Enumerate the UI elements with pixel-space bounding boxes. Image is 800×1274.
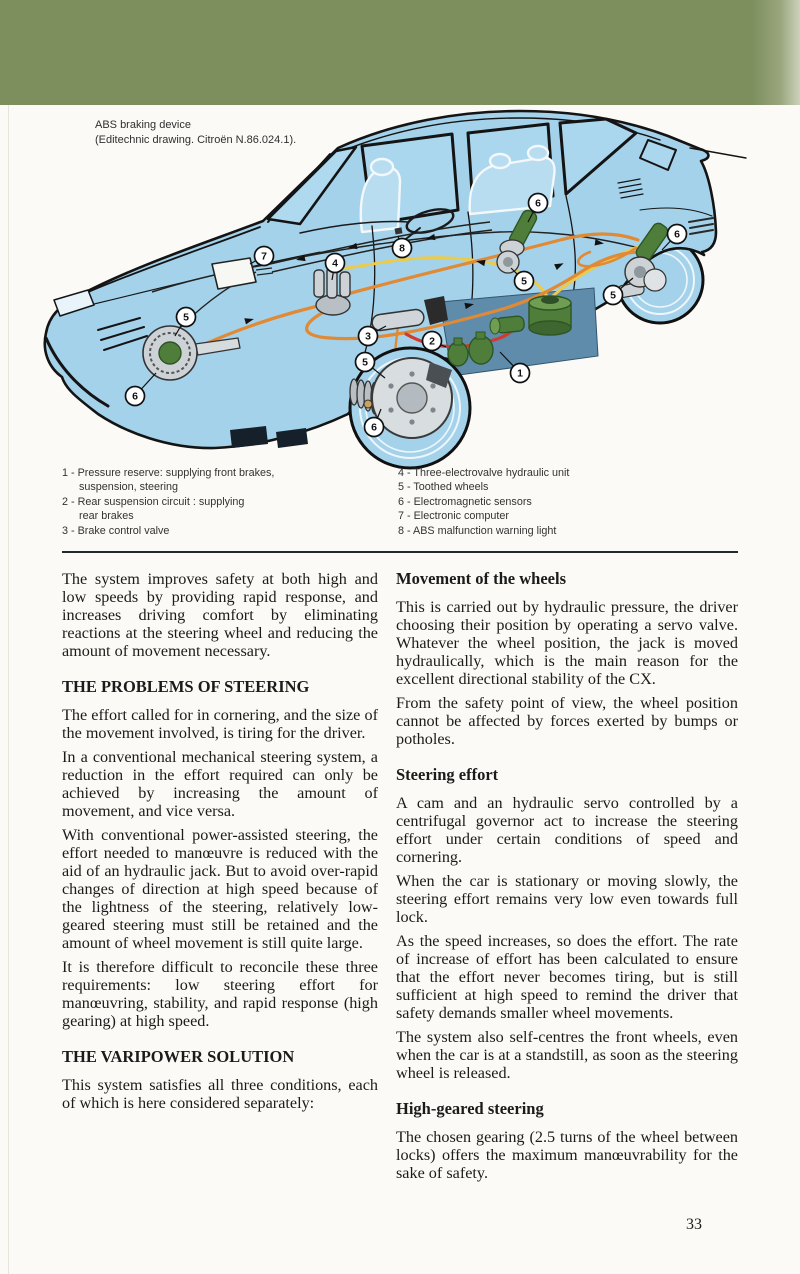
svg-text:7: 7 (261, 250, 267, 263)
paragraph: This system satisfies all three conditions, each of which is here considered separately: (62, 1076, 378, 1112)
svg-text:5: 5 (183, 311, 189, 324)
svg-text:6: 6 (674, 228, 680, 241)
legend-line: 3 - Brake control valve (62, 524, 170, 537)
legend-line: 8 - ABS malfunction warning light (398, 524, 557, 537)
legend-line: 5 - Toothed wheels (398, 481, 489, 494)
text-column-left (62, 570, 378, 1118)
paragraph: The system improves safety at both high and low speeds by providing rapid response, and increases driving comfort by eliminating reactions at the steering wheel and reducing the amount of movement necessary. (62, 570, 378, 660)
legend-item (398, 509, 738, 523)
section-heading: THE PROBLEMS OF STEERING (62, 677, 310, 696)
svg-text:5: 5 (610, 289, 616, 302)
svg-text:6: 6 (371, 421, 377, 434)
paragraph: It is therefore difficult to reconcile these three requirements: low steering effort for manœuvring, stability, and rapid response (high gearing) at high speed. (62, 958, 378, 1030)
legend-line: 6 - Electromagnetic sensors (398, 495, 532, 508)
paragraph: The system also self-centres the front wheels, even when the car is at a standstill, as soon as the steering wheel is released. (396, 1028, 738, 1082)
svg-text:2: 2 (429, 335, 435, 348)
legend-item (398, 480, 738, 494)
legend-item (398, 466, 738, 480)
svg-text:1: 1 (517, 367, 523, 380)
svg-text:5: 5 (362, 356, 368, 369)
section-heading: High-geared steering (396, 1099, 544, 1118)
header-color-band (0, 0, 800, 105)
figure-legend-left (62, 466, 384, 538)
legend-line: 4 - Three-electrovalve hydraulic unit (398, 467, 570, 479)
paragraph: As the speed increases, so does the effort. The rate of increase of effort has been calculated to ensure that the effort never becomes tiring, but is still sufficient at high speed to remind the driver that safety demands smaller wheel movements. (396, 932, 738, 1022)
svg-text:5: 5 (521, 275, 527, 288)
svg-text:8: 8 (399, 242, 405, 255)
legend-item (62, 524, 384, 538)
page-number: 33 (686, 1216, 702, 1233)
paragraph: In a conventional mechanical steering system, a reduction in the effort required can only be achieved by increasing the amount of movement, and vice versa. (62, 748, 378, 820)
legend-line: 1 - Pressure reserve: supplying front brakes, (62, 467, 275, 479)
section-heading: THE VARIPOWER SOLUTION (62, 1047, 295, 1066)
figure-caption-line2: (Editechnic drawing. Citroën N.86.024.1). (95, 134, 297, 146)
paragraph: The effort called for in cornering, and the size of the movement involved, is tiring for the driver. (62, 706, 378, 742)
svg-text:6: 6 (535, 197, 541, 210)
figure-caption-line1: ABS braking device (95, 119, 191, 131)
paragraph: A cam and an hydraulic servo controlled by a centrifugal governor act to increase the steering effort under certain conditions of speed and cornering. (396, 794, 738, 866)
paragraph: From the safety point of view, the wheel position cannot be affected by forces exerted by bumps or potholes. (396, 694, 738, 748)
legend-line: 7 - Electronic computer (398, 510, 510, 523)
legend-line: rear brakes (79, 510, 134, 523)
paragraph: When the car is stationary or moving slowly, the steering effort remains very low even towards full lock. (396, 872, 738, 926)
paragraph: This is carried out by hydraulic pressure, the driver choosing their position by operating a servo valve. Whatever the wheel position, the jack is moved hydraulically, which is the main reason for the excellent directional stability of the CX. (396, 598, 738, 688)
legend-item (62, 495, 384, 524)
legend-line: suspension, steering (79, 481, 179, 494)
section-heading: Steering effort (396, 765, 499, 784)
legend-item (62, 466, 384, 495)
svg-text:6: 6 (132, 390, 138, 403)
legend-line: 2 - Rear suspension circuit : supplying (62, 495, 245, 508)
svg-text:3: 3 (365, 330, 371, 343)
legend-item (398, 495, 738, 509)
section-heading: Movement of the wheels (396, 569, 566, 588)
hydraulic-unit (314, 267, 350, 315)
abs-diagram (0, 105, 800, 470)
svg-text:4: 4 (332, 257, 338, 270)
paragraph: The chosen gearing (2.5 turns of the wheel between locks) offers the maximum manœuvrability for the sake of safety. (396, 1128, 738, 1182)
text-column-right (396, 570, 738, 1188)
figure-legend-right (398, 466, 738, 538)
legend-item (398, 524, 738, 538)
paragraph: With conventional power-assisted steering, the effort needed to manœuvre is reduced with the aid of an hydraulic jack. But to avoid over-rapid changes of direction at high speed because of the lightness of the steering, relatively low-geared steering must still be retained and the amount of wheel movement is still quite large. (62, 826, 378, 952)
section-divider-rule (62, 551, 738, 553)
